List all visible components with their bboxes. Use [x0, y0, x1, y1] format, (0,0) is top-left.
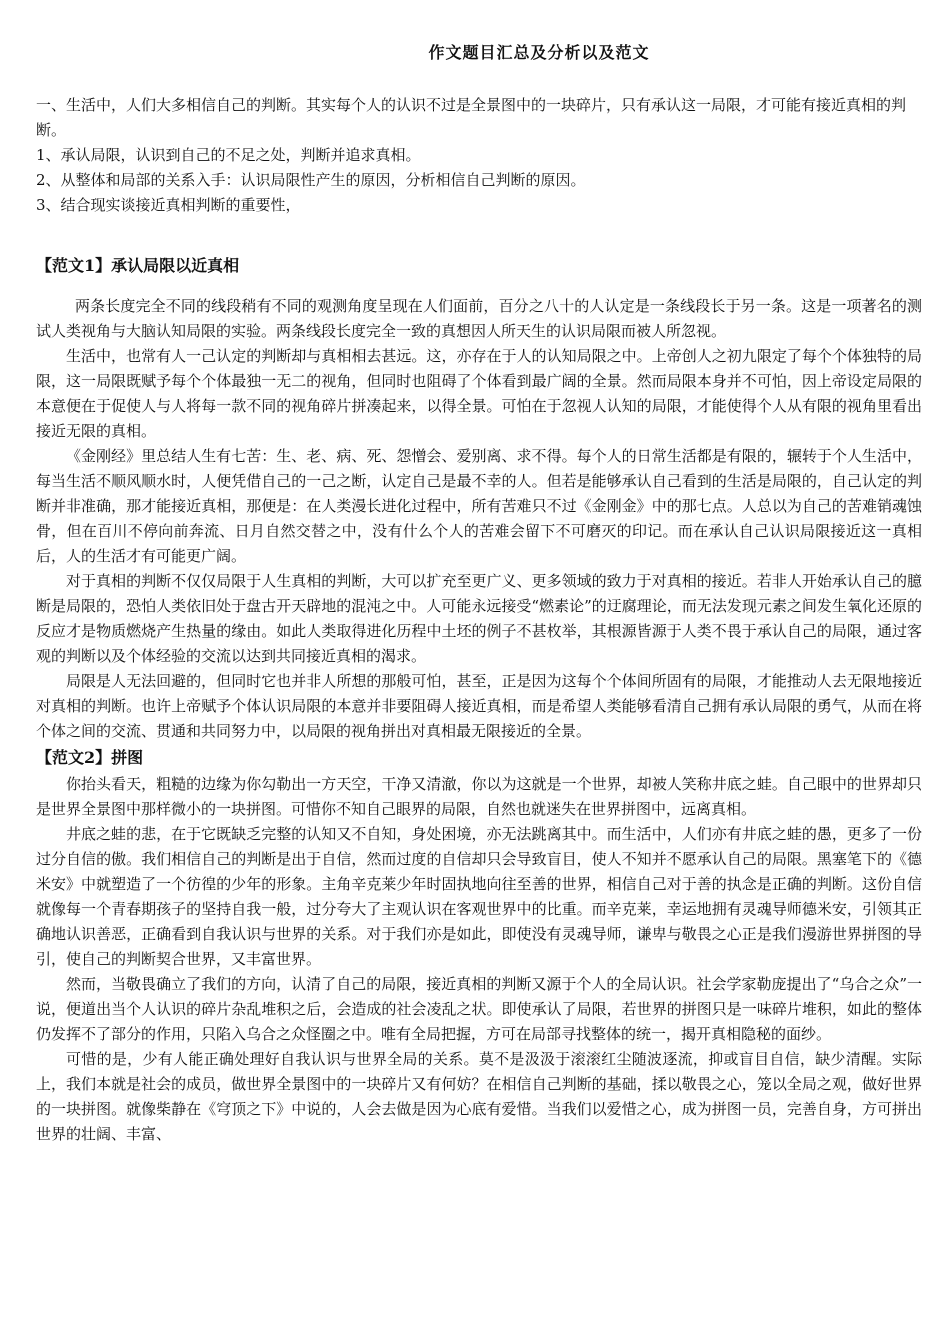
topic-point: 3、结合现实谈接近真相判断的重要性，: [36, 196, 301, 214]
essay-2-heading: 【范文2】拼图: [36, 748, 144, 767]
document-title: 作文题目汇总及分析以及范文: [428, 43, 650, 62]
essay-paragraph: 两条长度完全不同的线段稍有不同的观测角度呈现在人们面前，百分之八十的人认定是一条线段长于另一条。这是一项著名的测试人类视角与大脑认知局限的实验。两条线段长度完全一致的真想因人所天生的认识局限而被人所忽视。: [36, 297, 922, 340]
topic-prompt: 一、生活中，人们大多相信自己的判断。其实每个人的认识不过是全景图中的一块碎片，只有承认这一局限，才可能有接近真相的判断。: [36, 96, 907, 139]
topic-point: 1、承认局限，认识到自己的不足之处，判断并追求真相。: [36, 146, 421, 164]
essay-paragraph: 生活中，也常有人一己认定的判断却与真相相去甚远。这，亦存在于人的认知局限之中。上帝创人之初九限定了每个个体独特的局限，这一局限既赋予每个个体最独一无二的视角，但同时也阻碍了个体看到最广阔的全景。然而局限本身并不可怕，因上帝设定局限的本意便在于促使人与人将每一款不同的视角碎片拼凑起来，以得全景。可怕在于忽视人认知的局限，才能使得个人从有限的视角里看出接近无限的真相。: [36, 347, 922, 440]
essay-1-heading: 【范文1】承认局限以近真相: [36, 256, 240, 275]
essay-paragraph: 井底之蛙的悲，在于它既缺乏完整的认知又不自知，身处困境，亦无法跳离其中。而生活中，人们亦有井底之蛙的愚，更多了一份过分自信的傲。我们相信自己的判断是出于自信，然而过度的自信却只会导致盲目，使人不知并不愿承认自己的局限。黑塞笔下的《德米安》中就塑造了一个彷徨的少年的形象。主角辛克莱少年时固执地向往至善的世界，相信自己对于善的执念是正确的判断。这份自信就像每一个青春期孩子的坚持自我一般，过分夸大了主观认识在客观世界中的比重。而辛克莱，幸运地拥有灵魂导师德米安，引领其正确地认识善恶，正确看到自我认识与世界的关系。对于我们亦是如此，即使没有灵魂导师，谦卑与敬畏之心正是我们漫游世界拼图的导引，使自己的判断契合世界，又丰富世界。: [36, 825, 922, 968]
essay-paragraph: 可惜的是，少有人能正确处理好自我认识与世界全局的关系。莫不是汲汲于滚滚红尘随波逐流，抑或盲目自信，缺少清醒。实际上，我们本就是社会的成员，做世界全景图中的一块碎片又有何妨？在相信自己判断的基础，揉以敬畏之心，笼以全局之观，做好世界的一块拼图。就像柴静在《穹顶之下》中说的，人会去做是因为心底有爱惜。当我们以爱惜之心，成为拼图一员，完善自身，方可拼出世界的壮阔、丰富、: [36, 1050, 922, 1143]
essay-paragraph: 局限是人无法回避的，但同时它也并非人所想的那般可怕，甚至，正是因为这每个个体间所固有的局限，才能推动人去无限地接近对真相的判断。也许上帝赋予个体认识局限的本意并非要阻碍人接近真相，而是希望人类能够看清自己拥有承认局限的勇气，从而在将个体之间的交流、贯通和共同努力中，以局限的视角拼出对真相最无限接近的全景。: [36, 672, 922, 740]
essay-paragraph: 《金刚经》里总结人生有七苦：生、老、病、死、怨憎会、爱别离、求不得。每个人的日常生活都是有限的，辗转于个人生活中，每当生活不顺风顺水时，人便凭借自己的一己之断，认定自己是最不幸的人。但若是能够承认自己看到的生活是局限的，自己认定的判断并非准确，那才能接近真相，那便是：在人类漫长进化过程中，所有苦难只不过《金刚金》中的那七点。人总以为自己的苦难销魂蚀骨，但在百川不停向前奔流、日月自然交替之中，没有什么个人的苦难会留下不可磨灭的印记。而在承认自己认识局限接近这一真相后，人的生活才有可能更广阔。: [36, 447, 922, 565]
topic-point: 2、从整体和局部的关系入手：认识局限性产生的原因，分析相信自己判断的原因。: [36, 171, 586, 189]
essay-paragraph: 你抬头看天，粗糙的边缘为你勾勒出一方天空，干净又清澈，你以为这就是一个世界，却被人笑称井底之蛙。自己眼中的世界却只是世界全景图中那样微小的一块拼图。可惜你不知自己眼界的局限，自然也就迷失在世界拼图中，远离真相。: [36, 775, 922, 818]
essay-paragraph: 对于真相的判断不仅仅局限于人生真相的判断，大可以扩充至更广义、更多领域的致力于对真相的接近。若非人开始承认自己的臆断是局限的，恐怕人类依旧处于盘古开天辟地的混沌之中。人可能永远接受“燃素论”的迂腐理论，而无法发现元素之间发生氧化还原的反应才是物质燃烧产生热量的缘由。如此人类取得进化历程中土坯的例子不甚枚举，其根源皆源于人类不畏于承认自己的局限，通过客观的判断以及个体经验的交流以达到共同接近真相的渴求。: [36, 572, 922, 665]
essay-2-body: [36, 772, 922, 1147]
topic-block: [36, 93, 922, 218]
essay-1-body: [36, 294, 922, 744]
essay-paragraph: 然而，当敬畏确立了我们的方向，认清了自己的局限，接近真相的判断又源于个人的全局认识。社会学家勒庞提出了“乌合之众”一说，便道出当个人认识的碎片杂乱堆积之后，会造成的社会凌乱之状。即使承认了局限，若世界的拼图只是一味碎片堆积，如此的整体仍发挥不了部分的作用，只陷入乌合之众怪圈之中。唯有全局把握，方可在局部寻找整体的统一，揭开真相隐秘的面纱。: [36, 975, 922, 1043]
